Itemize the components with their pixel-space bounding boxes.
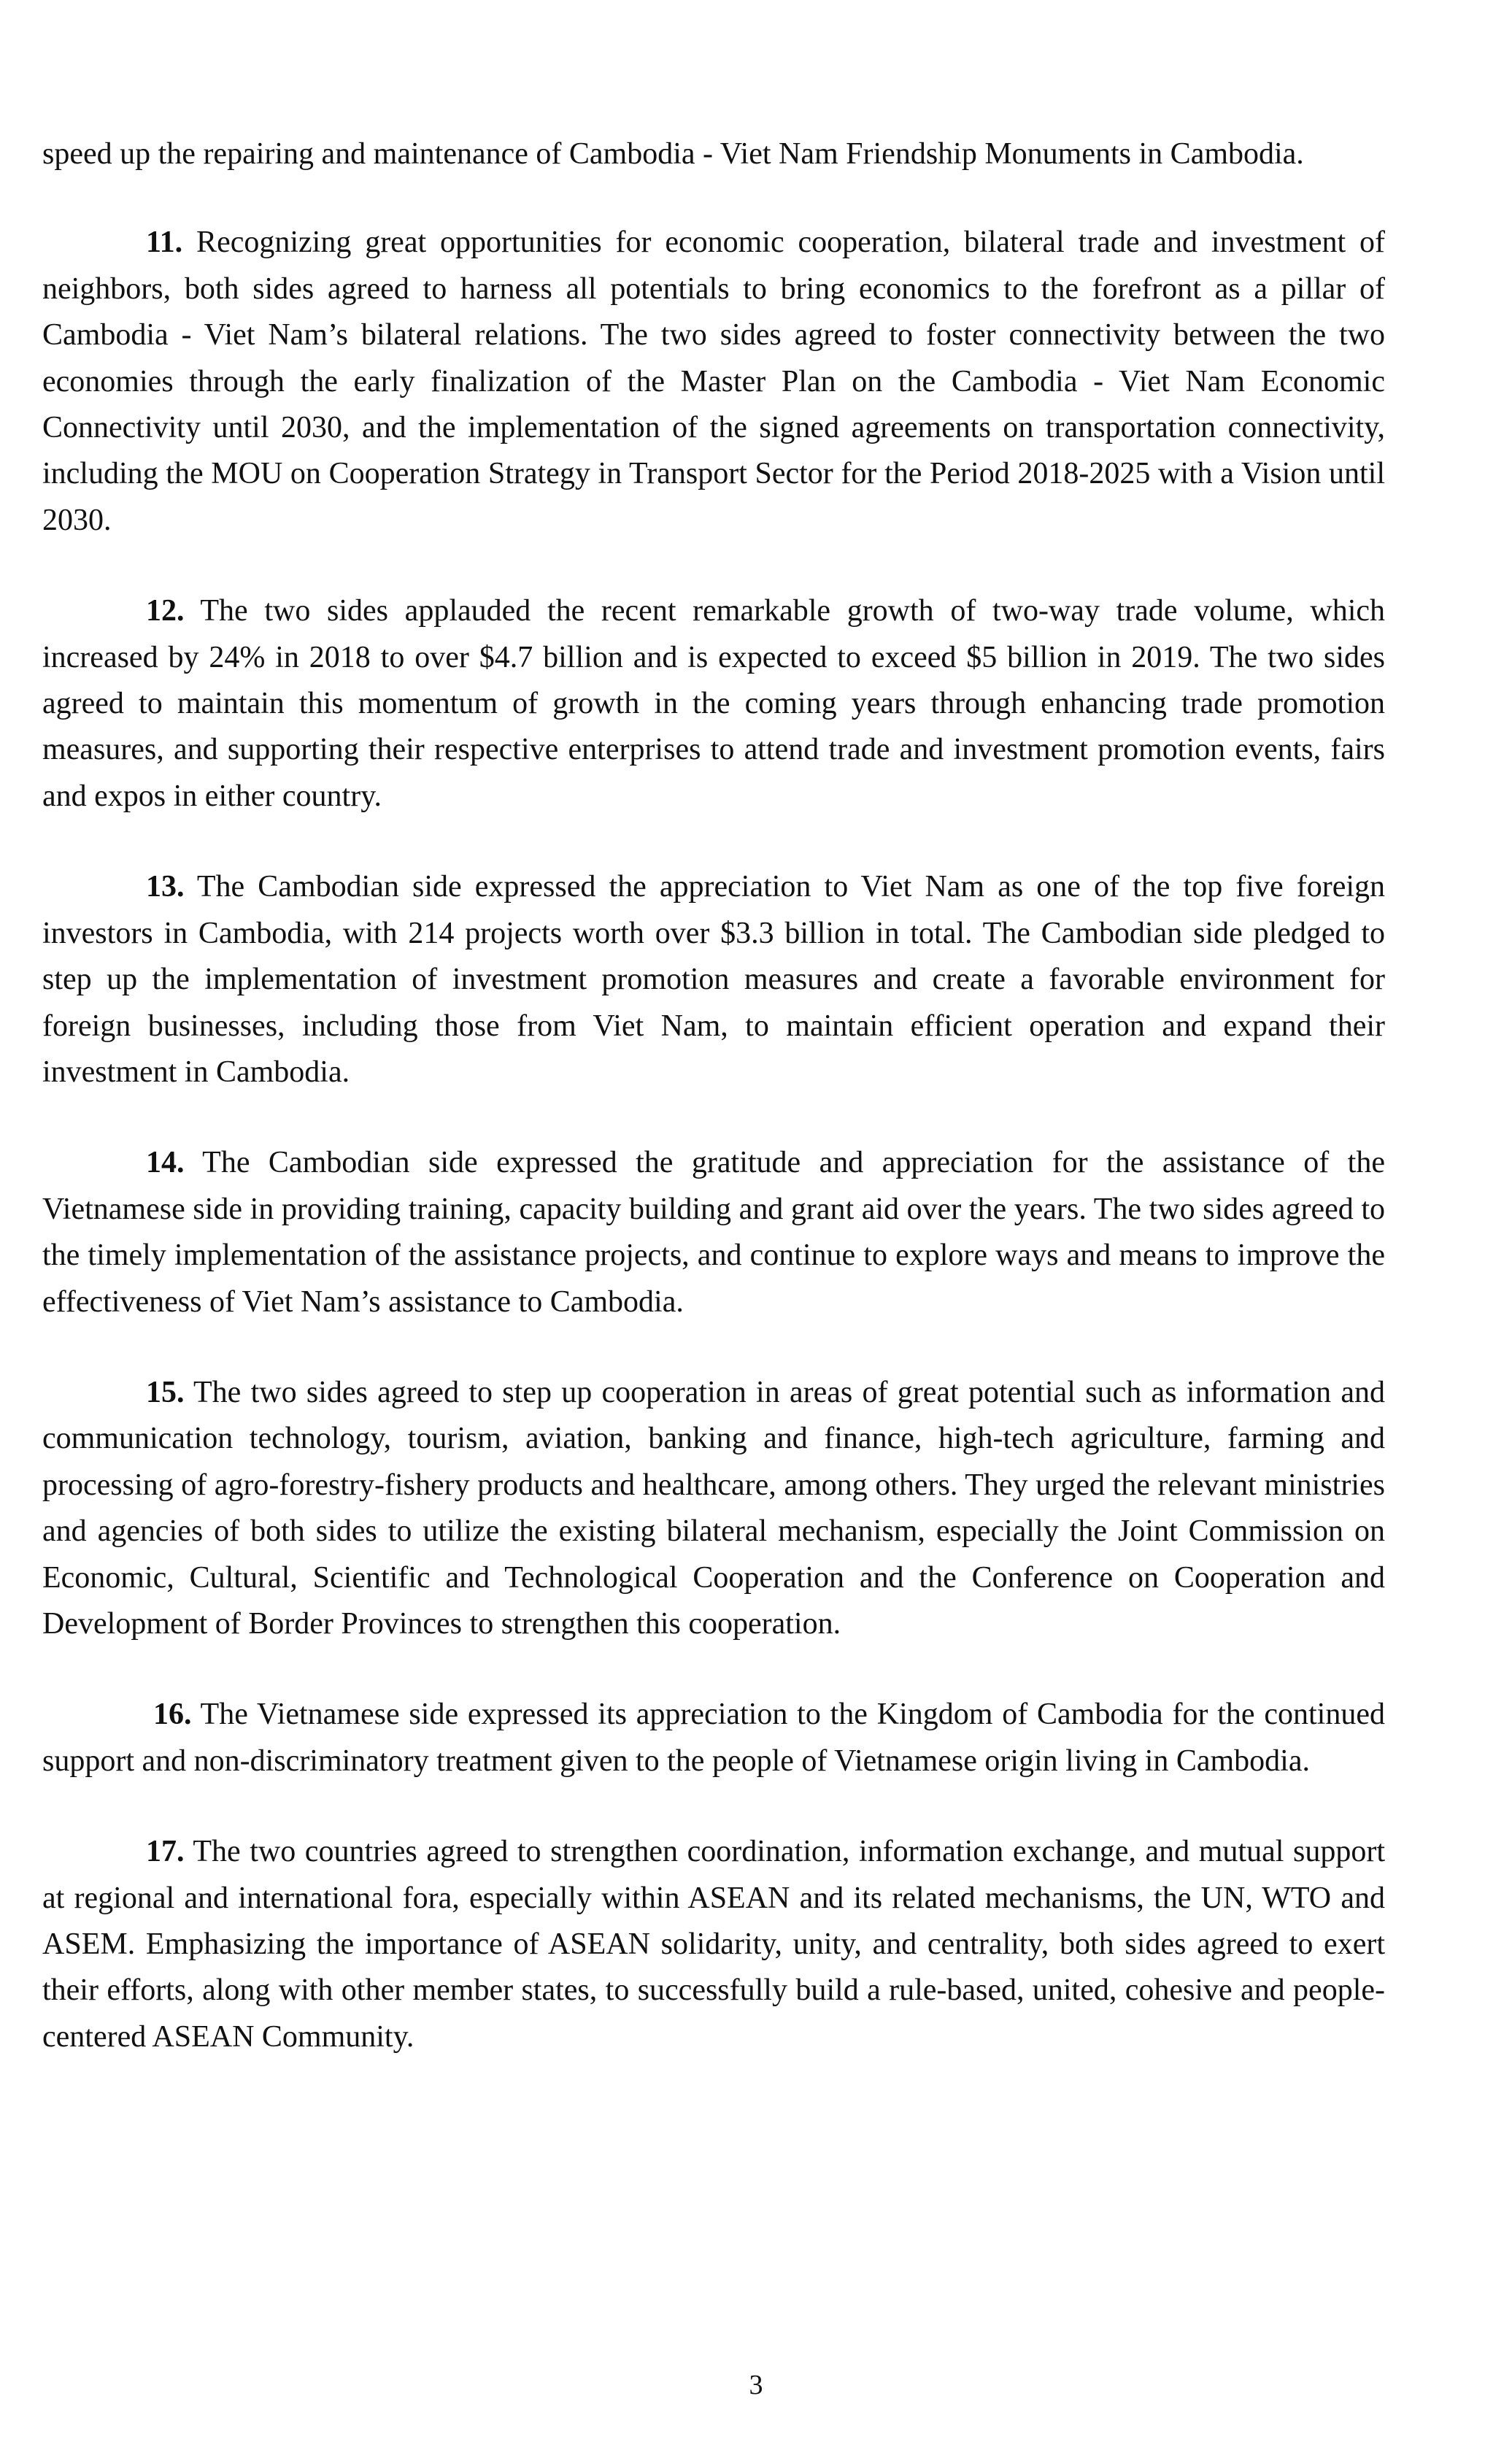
paragraph-13 [42,864,1385,1095]
paragraph-text: The two countries agreed to strengthen coordination, information exchange, and mutual support at regional and international fora, especially within ASEAN and its related mechanisms, the UN, WTO and ASEM. Emphasizing the importance of ASEAN solidarity, unity, and centrality, both sides agreed to exert their efforts, along with other member states, to successfully build a rule-based, united, cohesive and people-centered ASEAN Community. [42,1835,1385,2054]
paragraph-number: 13. [146,870,185,904]
paragraph-16 [42,1692,1385,1784]
paragraph-17 [42,1829,1385,2060]
paragraph-text: The Cambodian side expressed the appreciation to Viet Nam as one of the top five foreign investors in Cambodia, with 214 projects worth over $3.3 billion in total. The Cambodian side pledged to step up the implementation of investment promotion measures and create a favorable environment for foreign businesses, including those from Viet Nam, to maintain efficient operation and expand their investment in Cambodia. [42,870,1385,1089]
paragraph-text: Recognizing great opportunities for economic cooperation, bilateral trade and investment of neighbors, both sides agreed to harness all potentials to bring economics to the forefront as a pillar of Cambodia - Viet Nam’s bilateral relations. The two sides agreed to foster connectivity between the two economies through the early finalization of the Master Plan on the Cambodia - Viet Nam Economic Connectivity until 2030, and the implementation of the signed agreements on transportation connectivity, including the MOU on Cooperation Strategy in Transport Sector for the Period 2018-2025 with a Vision until 2030. [42,226,1385,537]
opening-paragraph [42,131,1385,177]
paragraph-text: The Cambodian side expressed the gratitude and appreciation for the assistance of the Vietnamese side in providing training, capacity building and grant aid over the years. The two sides agreed to the timely implementation of the assistance projects, and continue to explore ways and means to improve the effectiveness of Viet Nam’s assistance to Cambodia. [42,1146,1385,1319]
paragraph-number: 16. [153,1698,192,1732]
document-body [42,131,1385,2105]
paragraph-text: The Vietnamese side expressed its appreciation to the Kingdom of Cambodia for the continued support and non-discriminatory treatment given to the people of Vietnamese origin living in Cambodia. [42,1698,1385,1778]
paragraph-15 [42,1370,1385,1647]
paragraph-14 [42,1140,1385,1325]
page-number: 3 [749,2370,763,2400]
paragraph-text: The two sides applauded the recent remarkable growth of two-way trade volume, which increased by 24% in 2018 to over $4.7 billion and is expected to exceed $5 billion in 2019. The two sides agreed to maintain this momentum of growth in the coming years through enhancing trade promotion measures, and supporting their respective enterprises to attend trade and investment promotion events, fairs and expos in either country. [42,594,1385,813]
paragraph-number: 14. [146,1146,185,1180]
paragraph-number: 15. [146,1375,185,1409]
paragraph-text: The two sides agreed to step up cooperation in areas of great potential such as information and communication technology, tourism, aviation, banking and finance, high-tech agriculture, farming and processing of agro-forestry-fishery products and healthcare, among others. They urged the relevant ministries and agencies of both sides to utilize the existing bilateral mechanism, especially the Joint Commission on Economic, Cultural, Scientific and Technological Cooperation and the Conference on Cooperation and Development of Border Provinces to strengthen this cooperation. [42,1375,1385,1641]
opening-text: speed up the repairing and maintenance of Cambodia - Viet Nam Friendship Monuments in Cambodia. [42,137,1304,171]
paragraph-number: 12. [146,594,185,628]
paragraph-number: 17. [146,1835,185,1869]
paragraph-11 [42,220,1385,544]
paragraph-12 [42,588,1385,820]
paragraph-number: 11. [146,226,183,260]
